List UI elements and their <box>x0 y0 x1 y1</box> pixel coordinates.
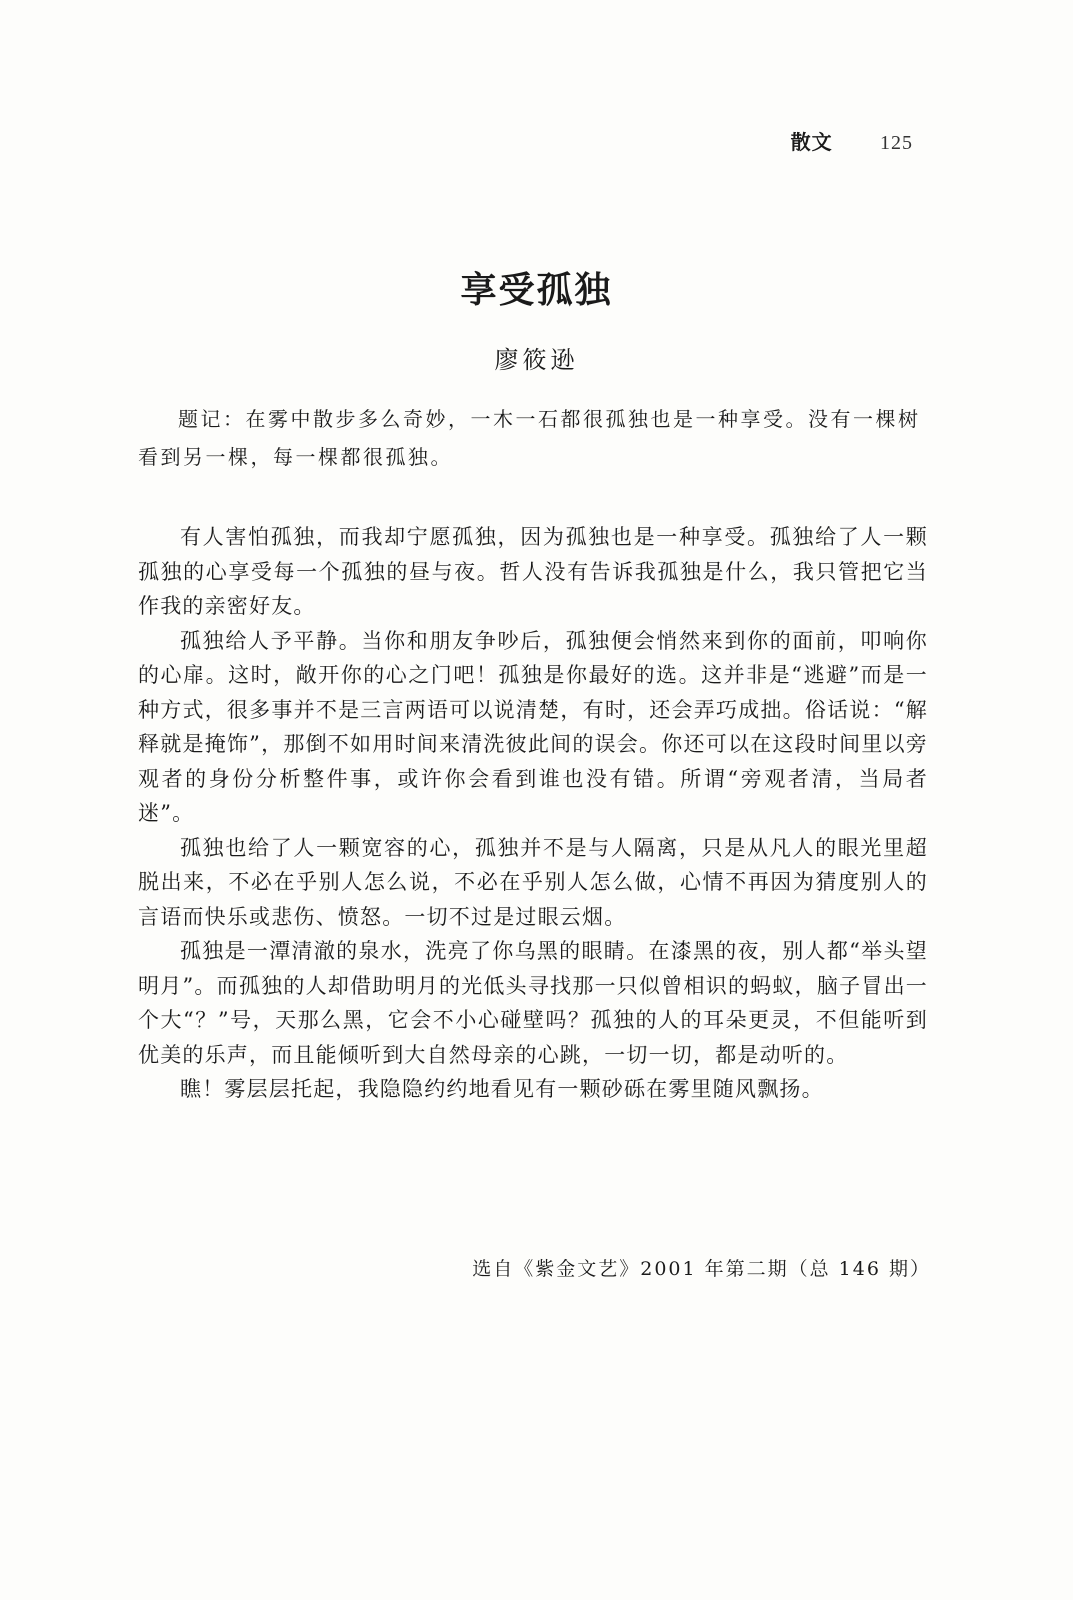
article-title: 享受孤独 <box>460 270 613 311</box>
article-author: 廖筱逊 <box>494 346 579 374</box>
section-name: 散文 <box>790 130 833 154</box>
body-paragraph: 孤独给人予平静。当你和朋友争吵后，孤独便会悄然来到你的面前，叩响你的心扉。这时，敞开你的心之门吧！孤独是你最好的选。这并非是“逃避”而是一种方式，很多事并不是三言两语可以说清楚，有时，还会弄巧成拙。俗话说：“解释就是掩饰”，那倒不如用时间来清洗彼此间的误会。你还可以在这段时间里以旁观者的身份分析整件事，或许你会看到谁也没有错。所谓“旁观者清，当局者迷”。 <box>138 628 928 825</box>
body-paragraph: 有人害怕孤独，而我却宁愿孤独，因为孤独也是一种享受。孤独给了人一颗孤独的心享受每一个孤独的昼与夜。哲人没有告诉我孤独是什么，我只管把它当作我的亲密好友。 <box>138 525 928 618</box>
body-paragraph: 孤独也给了人一颗宽容的心，孤独并不是与人隔离，只是从凡人的眼光里超脱出来，不必在乎别人怎么说，不必在乎别人怎么做，心情不再因为猜度别人的言语而快乐或悲伤、愤怒。一切不过是过眼云烟。 <box>138 835 928 929</box>
source-citation: 选自《紫金文艺》2001 年第二期（总 146 期） <box>472 1258 931 1280</box>
body-paragraph: 孤独是一潭清澈的泉水，洗亮了你乌黑的眼睛。在漆黑的夜，别人都“举头望明月”。而孤独的人却借助明月的光低头寻找那一只似曾相识的蚂蚁，脑子冒出一个大“？”号，天那么黑，它会不小心碰壁吗？孤独的人的耳朵更灵，不但能听到优美的乐声，而且能倾听到大自然母亲的心跳，一切一切，都是动听的。 <box>138 939 928 1067</box>
body-paragraph: 瞧！雾层层托起，我隐隐约约地看见有一颗砂砾在雾里随风飘扬。 <box>180 1077 824 1101</box>
epigraph: 题记：在雾中散步多么奇妙，一木一石都很孤独也是一种享受。没有一棵树看到另一棵，每一棵都很孤独。 <box>138 407 921 469</box>
article-body <box>138 520 928 1107</box>
page-number: 125 <box>880 132 913 154</box>
running-head <box>791 126 913 155</box>
